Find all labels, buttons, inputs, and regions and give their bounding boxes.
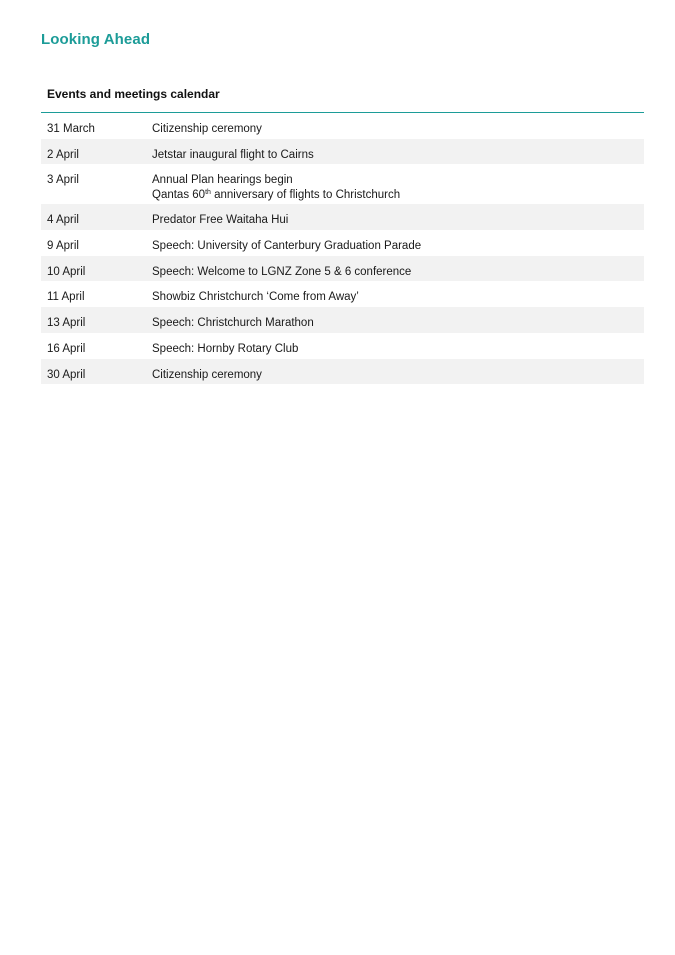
event-line-text: Qantas 60 [152,188,206,201]
table-row [41,230,644,256]
event-date: 31 March [47,123,95,135]
event-date: 2 April [47,148,79,161]
events-calendar-table [41,112,644,384]
event-date: 10 April [47,265,86,278]
event-description: Speech: Welcome to LGNZ Zone 5 & 6 conference [152,265,412,278]
event-line: Annual Plan hearings begin [152,174,293,187]
table-row [41,256,644,282]
event-description: Showbiz Christchurch ‘Come from Away’ [152,291,359,304]
event-description: Speech: Hornby Rotary Club [152,342,299,355]
event-date: 11 April [47,291,85,304]
event-description: Speech: University of Canterbury Graduation Parade [152,240,422,253]
table-row [41,113,644,139]
event-date: 4 April [47,214,79,227]
table-row [41,281,644,307]
table-row [41,164,644,204]
ordinal-suffix: th [205,188,211,196]
event-description: Speech: Christchurch Marathon [152,317,314,330]
event-date: 9 April [47,240,79,253]
page-title: Looking Ahead [41,31,151,48]
table-row [41,204,644,230]
event-description: Predator Free Waitaha Hui [152,214,289,227]
event-description [152,173,644,202]
event-line-text: anniversary of flights to Christchurch [210,188,401,201]
event-date: 13 April [47,317,86,330]
section-heading: Events and meetings calendar [47,87,220,101]
table-row [41,139,644,165]
event-date: 30 April [47,368,86,381]
event-description: Jetstar inaugural flight to Cairns [152,148,314,161]
table-row [41,333,644,359]
event-date: 3 April [47,174,79,187]
table-row [41,307,644,333]
event-date: 16 April [47,342,86,355]
event-description: Citizenship ceremony [152,123,262,135]
table-row [41,359,644,385]
event-line [152,188,644,203]
event-description: Citizenship ceremony [152,368,262,381]
